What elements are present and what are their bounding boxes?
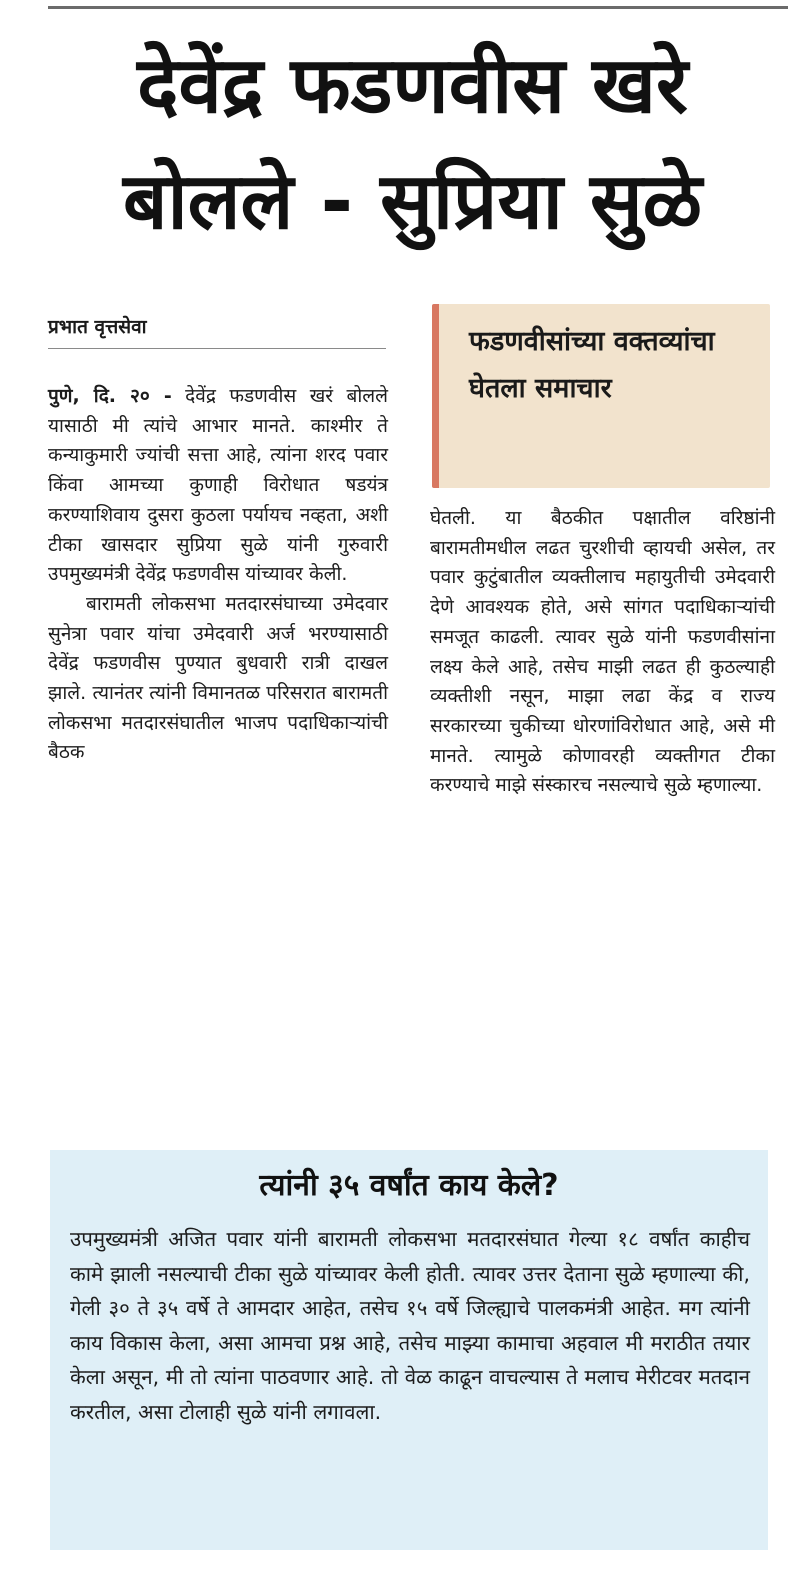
article-column-right — [430, 504, 775, 801]
headline-line-2: बोलले - सुप्रिया सुळे — [122, 157, 703, 247]
headline-line-1: देवेंद्र फडणवीस खरे — [137, 41, 688, 131]
top-rule — [48, 6, 788, 9]
article-column-left — [48, 382, 388, 768]
infobox-title: त्यांनी ३५ वर्षांत काय केले? — [259, 1168, 559, 1203]
pullquote-text: फडणवीसांच्या वक्तव्यांचा घेतला समाचार — [469, 326, 715, 404]
headline — [40, 28, 785, 260]
byline: प्रभात वृत्तसेवा — [48, 314, 386, 349]
pullquote-box — [432, 304, 770, 488]
paragraph-1-text: देवेंद्र फडणवीस खरं बोलले यासाठी मी त्यांचे आभार मानते. काश्मीर ते कन्याकुमारी ज्यांची सत्ता आहे, त्यांना शरद पवार किंवा आमच्या कुणाही विरोधात षडयंत्र करण्याशिवाय दुसरा कुठला पर्यायच नव्हता, अशी टीका खासदार सुप्रिया सुळे यांनी गुरुवारी उपमुख्यमंत्री देवेंद्र फडणवीस यांच्यावर केली. — [48, 385, 388, 586]
dateline: पुणे, दि. २० - — [48, 385, 172, 407]
paragraph-1 — [48, 382, 388, 590]
paragraph-3: घेतली. या बैठकीत पक्षातील वरिष्ठांनी बारामतीमधील लढत चुरशीची व्हायची असेल, तर पवार कुटुंबातील व्यक्तीलाच महायुतीची उमेदवारी देणे आवश्यक होते, असे सांगत पदाधिकाऱ्यांची समजूत काढली. त्यावर सुळे यांनी फडणवीसांना लक्ष्य केले आहे, तसेच माझी लढत ही कुठल्याही व्यक्तीशी नसून, माझा लढा केंद्र व राज्य सरकारच्या चुकीच्या धोरणांविरोधात आहे, असे मी मानते. त्यामुळे कोणावरही व्यक्तीगत टीका करण्याचे माझे संस्कारच नसल्याचे सुळे म्हणाल्या. — [430, 507, 775, 797]
infobox-body: उपमुख्यमंत्री अजित पवार यांनी बारामती लोकसभा मतदारसंघात गेल्या १८ वर्षांत काहीच कामे झाली नसल्याची टीका सुळे यांच्यावर केली होती. त्यावर उत्तर देताना सुळे म्हणाल्या की, गेली ३० ते ३५ वर्षे ते आमदार आहेत, तसेच १५ वर्षे जिल्ह्याचे पालकमंत्री आहेत. मग त्यांनी काय विकास केला, असा आमचा प्रश्न आहे, तसेच माझ्या कामाचा अहवाल मी मराठीत तयार केला असून, मी तो त्यांना पाठवणार आहे. तो वेळ काढून वाचल्यास ते मलाच मेरीटवर मतदान करतील, असा टोलाही सुळे यांनी लगावला. — [70, 1227, 750, 1424]
paragraph-2: बारामती लोकसभा मतदारसंघाच्या उमेदवार सुनेत्रा पवार यांचा उमेदवारी अर्ज भरण्यासाठी देवेंद्र फडणवीस पुण्यात बुधवारी रात्री दाखल झाले. त्यानंतर त्यांनी विमानतळ परिसरात बारामती लोकसभा मतदारसंघातील भाजप पदाधिकाऱ्यांची बैठक — [48, 592, 388, 764]
infobox — [50, 1150, 768, 1550]
